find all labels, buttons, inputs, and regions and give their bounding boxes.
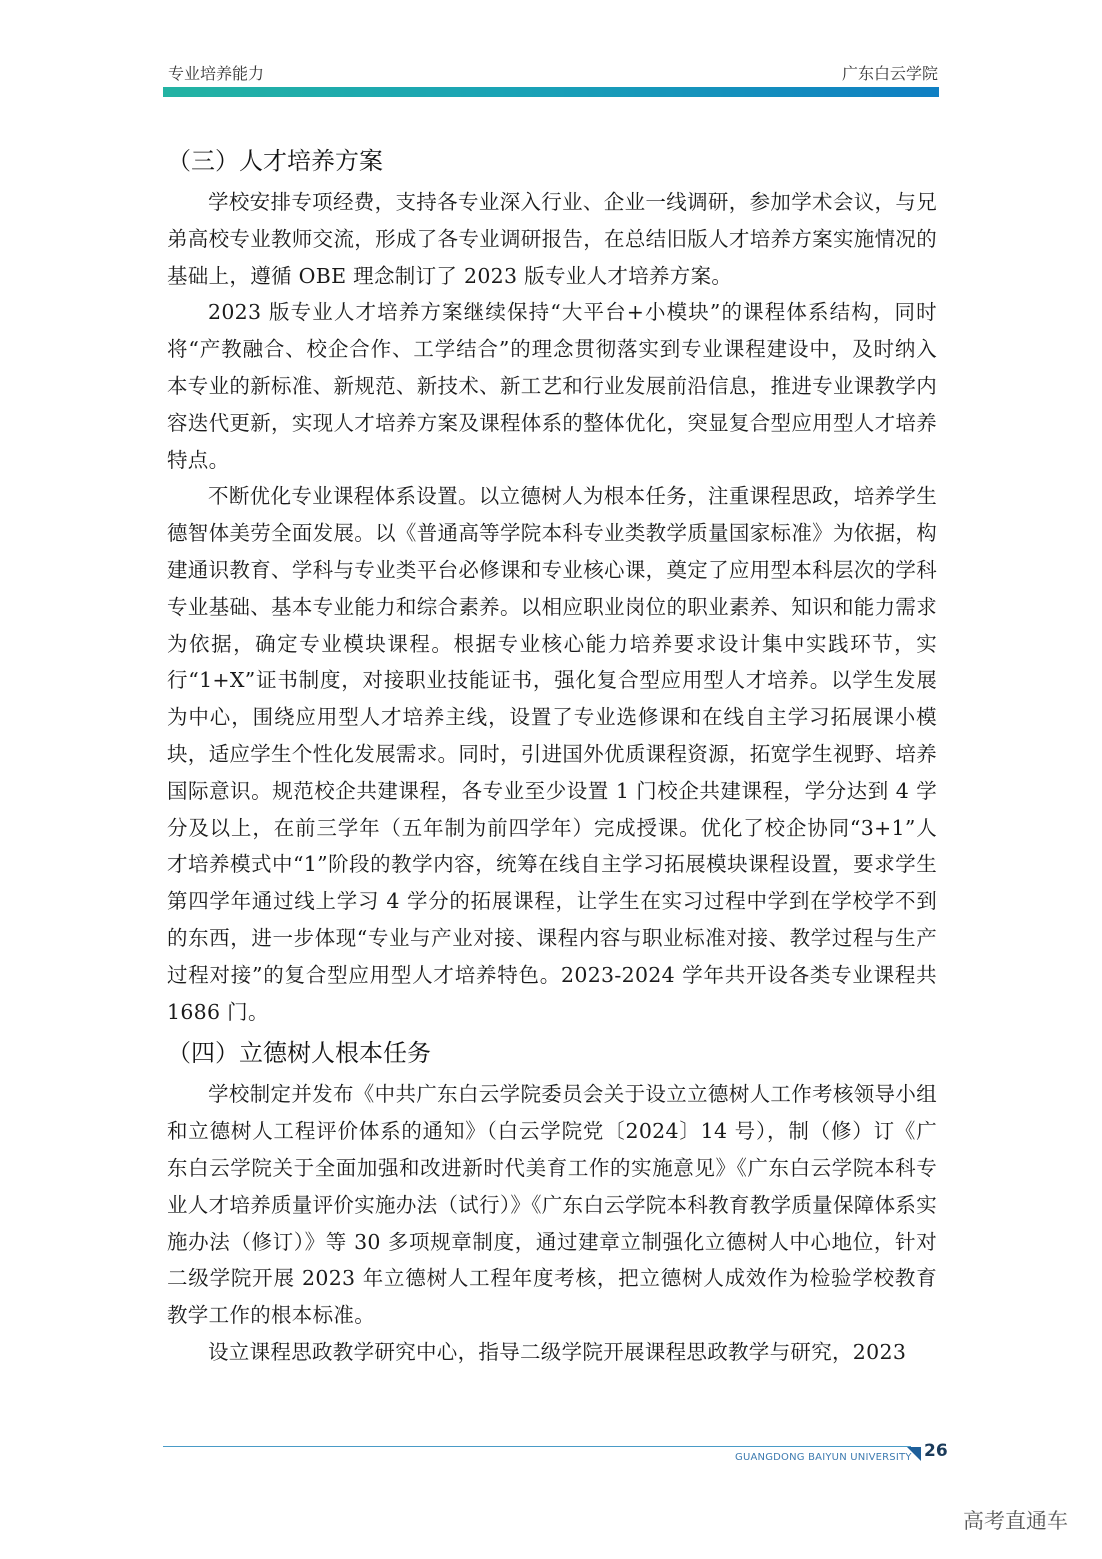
paragraph: 不断优化专业课程体系设置。以立德树人为根本任务，注重课程思政，培养学生德智体美劳全面发展。以《普通高等学院本科专业类教学质量国家标准》为依据，构建通识教育、学科与专业类平台必修课和专业核心课，奠定了应用型本科层次的学科专业基础、基本专业能力和综合素养。以相应职业岗位的职业素养、知识和能力需求为依据，确定专业模块课程。根据专业核心能力培养要求设计集中实践环节，实行“1+X”证书制度，对接职业技能证书，强化复合型应用型人才培养。以学生发展为中心，围绕应用型人才培养主线，设置了专业选修课和在线自主学习拓展课小模块，适应学生个性化发展需求。同时，引进国外优质课程资源，拓宽学生视野、培养国际意识。规范校企共建课程，各专业至少设置 1 门校企共建课程，学分达到 4 学分及以上，在前三学年（五年制为前四学年）完成授课。优化了校企协同“3+1”人才培养模式中“1”阶段的教学内容，统筹在线自主学习拓展模块课程设置，要求学生第四学年通过线上学习 4 学分的拓展课程，让学生在实习过程中学到在学校学不到的东西，进一步体现“专业与产业对接、课程内容与职业标准对接、教学过程与生产过程对接”的复合型应用型人才培养特色。2023-2024 学年共开设各类专业课程共 1686 门。 [167, 484, 937, 1024]
section-heading-3: （三）人才培养方案 [167, 147, 383, 175]
paragraph: 学校制定并发布《中共广东白云学院委员会关于设立立德树人工作考核领导小组和立德树人工程评价体系的通知》（白云学院党〔2024〕14 号），制（修）订《广东白云学院关于全面加强和改进新时代美育工作的实施意见》《广东白云学院本科专业人才培养质量评价实施办法（试行）》《广东白云学院本科教育教学质量保障体系实施办法（修订）》等 30 多项规章制度，通过建章立制强化立德树人中心地位，针对二级学院开展 2023 年立德树人工程年度考核，把立德树人成效作为检验学校教育教学工作的根本标准。 [167, 1082, 937, 1328]
paragraph: 学校安排专项经费，支持各专业深入行业、企业一线调研，参加学术会议，与兄弟高校专业教师交流，形成了各专业调研报告，在总结旧版人才培养方案实施情况的基础上，遵循 OBE 理念制订了 2023 版专业人才培养方案。 [167, 190, 937, 288]
footer-university-name: GUANGDONG BAIYUN UNIVERSITY [735, 1452, 912, 1463]
document-body [167, 138, 937, 1371]
watermark: 高考直通车 [963, 1509, 1068, 1533]
footer-triangle-icon [907, 1447, 921, 1461]
section-heading-4: （四）立德树人根本任务 [167, 1039, 431, 1068]
header-institution: 广东白云学院 [841, 64, 938, 83]
page-number: 26 [924, 1441, 948, 1461]
paragraph: 设立课程思政教学研究中心，指导二级学院开展课程思政教学与研究，2023 [208, 1339, 907, 1364]
paragraph: 2023 版专业人才培养方案继续保持“大平台+小模块”的课程体系结构，同时将“产教融合、校企合作、工学结合”的理念贯彻落实到专业课程建设中，及时纳入本专业的新标准、新规范、新技术、新工艺和行业发展前沿信息，推进专业课教学内容迭代更新，实现人才培养方案及课程体系的整体优化，突显复合型应用型人才培养特点。 [167, 300, 937, 472]
header-gradient-bar [163, 87, 939, 97]
footer-rule [163, 1446, 911, 1447]
header-section-title: 专业培养能力 [168, 64, 265, 83]
